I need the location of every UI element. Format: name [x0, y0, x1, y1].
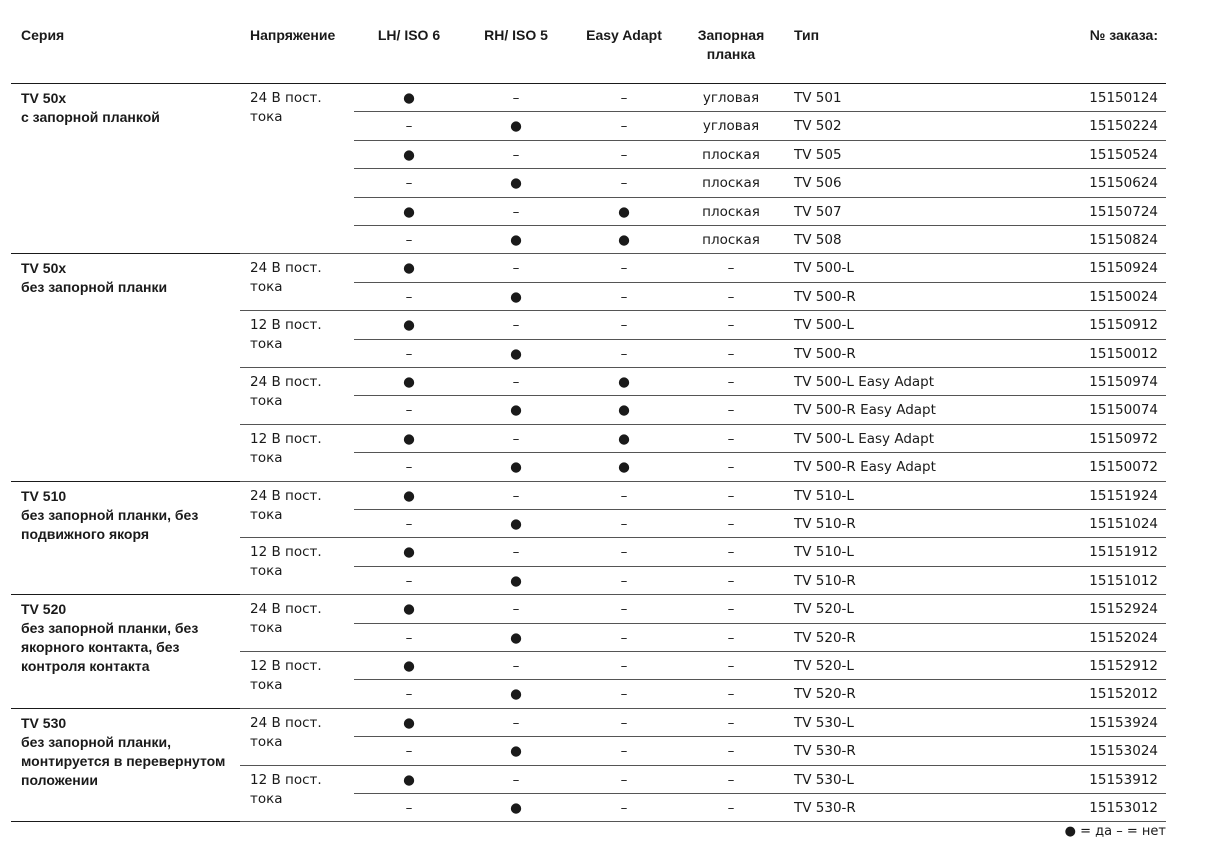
- row-divider: [354, 708, 1166, 709]
- cell-plate: –: [727, 572, 735, 589]
- cell-lh: –: [405, 402, 413, 419]
- row-divider: [354, 623, 1166, 624]
- cell-order: 15153912: [1089, 771, 1158, 788]
- cell-lh: ●: [403, 374, 415, 390]
- cell-type: TV 500-R Easy Adapt: [794, 459, 936, 476]
- series-group: [21, 487, 246, 544]
- cell-order: 15150024: [1089, 288, 1158, 305]
- cell-rh: –: [512, 146, 520, 163]
- cell-lh: –: [405, 516, 413, 532]
- cell-order: 15153012: [1089, 800, 1158, 816]
- cell-lh: ●: [403, 203, 415, 220]
- cell-easy: –: [620, 686, 628, 703]
- cell-easy: ●: [618, 430, 630, 447]
- row-divider: [354, 310, 1166, 311]
- row-divider: [354, 736, 1166, 737]
- cell-order: 15153024: [1089, 743, 1158, 760]
- header-rh: RH/ ISO 5: [484, 27, 548, 43]
- row-divider: [354, 225, 1166, 226]
- cell-order: 15151912: [1089, 544, 1158, 561]
- cell-type: TV 500-R Easy Adapt: [794, 402, 936, 419]
- cell-plate: плоская: [702, 175, 760, 192]
- cell-lh: ●: [403, 544, 415, 561]
- cell-order: 15150912: [1089, 317, 1158, 334]
- cell-easy: –: [620, 743, 628, 760]
- cell-order: 15150972: [1089, 430, 1158, 447]
- cell-rh: –: [512, 430, 520, 447]
- cell-lh: –: [405, 232, 413, 248]
- cell-type: TV 500-R: [794, 288, 856, 305]
- cell-rh: ●: [510, 516, 522, 532]
- cell-type: TV 520-L: [794, 601, 854, 618]
- series-group: [21, 600, 246, 676]
- cell-lh: –: [405, 459, 413, 476]
- cell-rh: ●: [510, 118, 522, 135]
- cell-plate: –: [727, 601, 735, 618]
- cell-rh: –: [512, 260, 520, 277]
- row-divider: [354, 282, 1166, 283]
- cell-easy: ●: [618, 374, 630, 390]
- header-order: № заказа:: [1089, 27, 1158, 43]
- cell-order: 15150224: [1089, 118, 1158, 135]
- cell-type: TV 500-L: [794, 317, 854, 334]
- voltage-label: 24 В пост. тока: [250, 714, 322, 750]
- voltage-label: 24 В пост. тока: [250, 374, 322, 409]
- cell-type: TV 500-L Easy Adapt: [794, 374, 935, 390]
- cell-easy: –: [620, 800, 628, 816]
- header-lh: LH/ ISO 6: [377, 27, 441, 43]
- cell-easy: –: [620, 658, 628, 674]
- cell-plate: –: [727, 487, 735, 504]
- header-type: Тип: [794, 27, 820, 43]
- row-divider: [354, 168, 1166, 169]
- row-divider: [354, 395, 1166, 396]
- cell-order: 15151012: [1089, 572, 1158, 589]
- voltage-label: 24 В пост. тока: [250, 601, 322, 637]
- cell-plate: –: [727, 317, 735, 334]
- cell-order: 15152924: [1089, 601, 1158, 618]
- cell-lh: ●: [403, 601, 415, 618]
- cell-order: 15152024: [1089, 629, 1158, 646]
- cell-type: TV 510-L: [794, 487, 854, 504]
- cell-rh: –: [512, 487, 520, 504]
- cell-easy: –: [620, 345, 628, 362]
- legend: ● = да – = нет: [1064, 824, 1166, 839]
- series-title: TV 530: [21, 714, 67, 731]
- cell-easy: ●: [618, 232, 630, 248]
- series-title: TV 510: [21, 487, 67, 504]
- cell-order: 15151024: [1089, 516, 1158, 532]
- cell-type: TV 502: [794, 118, 842, 135]
- cell-rh: ●: [510, 686, 522, 703]
- cell-rh: –: [512, 203, 520, 220]
- cell-order: 15151924: [1089, 487, 1158, 504]
- series-title: TV 520: [21, 601, 67, 618]
- cell-lh: ●: [403, 260, 415, 277]
- header-easy-adapt: Easy Adapt: [586, 27, 662, 43]
- row-divider: [354, 679, 1166, 680]
- cell-type: TV 508: [794, 232, 842, 248]
- cell-rh: –: [512, 714, 520, 731]
- cell-order: 15150824: [1089, 232, 1158, 248]
- cell-lh: –: [405, 743, 413, 760]
- row-divider: [354, 339, 1166, 340]
- cell-order: 15150072: [1089, 459, 1158, 476]
- cell-type: TV 510-L: [794, 544, 854, 561]
- cell-rh: ●: [510, 800, 522, 816]
- cell-rh: ●: [510, 232, 522, 248]
- cell-rh: –: [512, 658, 520, 674]
- cell-type: TV 510-R: [794, 572, 856, 589]
- cell-easy: ●: [618, 203, 630, 220]
- header-voltage: Напряжение: [250, 27, 336, 43]
- cell-plate: –: [727, 430, 735, 447]
- series-group: [21, 259, 246, 297]
- cell-rh: ●: [510, 572, 522, 589]
- series-subtitle: без запорной планки, без подвижного якоря: [21, 506, 199, 542]
- voltage-label: 12 В пост. тока: [250, 317, 322, 353]
- cell-easy: ●: [618, 402, 630, 419]
- cell-type: TV 505: [794, 146, 842, 163]
- cell-order: 15150074: [1089, 402, 1158, 419]
- series-subtitle: без запорной планки: [21, 279, 168, 296]
- cell-plate: –: [727, 771, 735, 788]
- cell-lh: ●: [403, 658, 415, 674]
- series-subtitle: без запорной планки, без якорного контакта, без контроля контакта: [21, 620, 199, 675]
- cell-plate: угловая: [702, 118, 760, 135]
- series-title: TV 50x: [21, 260, 67, 277]
- cell-easy: –: [620, 175, 628, 192]
- cell-plate: –: [727, 260, 735, 277]
- cell-lh: –: [405, 686, 413, 703]
- cell-easy: –: [620, 771, 628, 788]
- cell-type: TV 507: [794, 203, 842, 220]
- cell-lh: –: [405, 345, 413, 362]
- cell-rh: ●: [510, 288, 522, 305]
- cell-easy: –: [620, 629, 628, 646]
- cell-plate: –: [727, 686, 735, 703]
- cell-easy: –: [620, 317, 628, 334]
- cell-lh: –: [405, 629, 413, 646]
- cell-type: TV 520-R: [794, 686, 856, 703]
- cell-easy: –: [620, 601, 628, 618]
- cell-order: 15150924: [1089, 260, 1158, 277]
- row-divider: [354, 566, 1166, 567]
- cell-type: TV 530-R: [794, 800, 856, 816]
- cell-plate: плоская: [702, 146, 760, 163]
- cell-plate: –: [727, 544, 735, 561]
- cell-rh: ●: [510, 743, 522, 760]
- voltage-label: 12 В пост. тока: [250, 771, 322, 807]
- row-divider: [354, 537, 1166, 538]
- row-divider: [354, 765, 1166, 766]
- cell-easy: –: [620, 118, 628, 135]
- cell-type: TV 530-L: [794, 771, 854, 788]
- cell-easy: –: [620, 714, 628, 731]
- cell-rh: –: [512, 771, 520, 788]
- cell-plate: –: [727, 459, 735, 476]
- cell-lh: –: [405, 175, 413, 192]
- cell-type: TV 506: [794, 175, 842, 192]
- cell-plate: –: [727, 402, 735, 419]
- cell-easy: –: [620, 90, 628, 106]
- row-divider: [354, 452, 1166, 453]
- cell-lh: –: [405, 800, 413, 816]
- cell-order: 15150974: [1089, 374, 1158, 390]
- cell-lh: ●: [403, 146, 415, 163]
- voltage-label: 12 В пост. тока: [250, 544, 322, 580]
- cell-lh: ●: [403, 430, 415, 447]
- cell-lh: ●: [403, 771, 415, 788]
- cell-order: 15150624: [1089, 175, 1158, 192]
- voltage-label: 12 В пост. тока: [250, 430, 322, 466]
- cell-easy: –: [620, 516, 628, 532]
- cell-plate: –: [727, 345, 735, 362]
- voltage-label: 24 В пост. тока: [250, 487, 322, 523]
- series-subtitle: с запорной планкой: [21, 109, 160, 125]
- cell-easy: –: [620, 572, 628, 589]
- cell-plate: –: [727, 714, 735, 731]
- cell-type: TV 520-L: [794, 658, 854, 674]
- cell-plate: плоская: [702, 203, 760, 220]
- row-divider: [354, 509, 1166, 510]
- cell-type: TV 510-R: [794, 516, 856, 532]
- cell-order: 15150524: [1089, 146, 1158, 163]
- cell-type: TV 500-L Easy Adapt: [794, 430, 935, 447]
- cell-type: TV 520-R: [794, 629, 856, 646]
- cell-order: 15150012: [1089, 345, 1158, 362]
- cell-rh: ●: [510, 459, 522, 476]
- header-plate: Запорная планка: [697, 27, 765, 62]
- row-divider: [354, 367, 1166, 368]
- voltage-label: 24 В пост. тока: [250, 90, 322, 125]
- row-divider: [354, 424, 1166, 425]
- cell-rh: –: [512, 601, 520, 618]
- cell-plate: угловая: [702, 90, 760, 106]
- cell-lh: ●: [403, 714, 415, 731]
- cell-rh: –: [512, 544, 520, 561]
- cell-lh: –: [405, 572, 413, 589]
- cell-plate: –: [727, 288, 735, 305]
- cell-easy: ●: [618, 459, 630, 476]
- cell-plate: –: [727, 374, 735, 390]
- cell-plate: –: [727, 629, 735, 646]
- row-divider: [354, 197, 1166, 198]
- series-group: [21, 89, 246, 127]
- cell-easy: –: [620, 487, 628, 504]
- cell-order: 15152012: [1089, 686, 1158, 703]
- cell-easy: –: [620, 260, 628, 277]
- cell-rh: ●: [510, 345, 522, 362]
- cell-rh: –: [512, 317, 520, 334]
- header-divider: [11, 83, 1166, 84]
- cell-type: TV 530-L: [794, 714, 854, 731]
- cell-easy: –: [620, 544, 628, 561]
- cell-plate: –: [727, 800, 735, 816]
- cell-rh: ●: [510, 175, 522, 192]
- series-group: [21, 714, 246, 790]
- row-divider: [354, 111, 1166, 112]
- cell-plate: –: [727, 743, 735, 760]
- row-divider: [354, 481, 1166, 482]
- row-divider: [354, 253, 1166, 254]
- cell-easy: –: [620, 288, 628, 305]
- row-divider: [354, 651, 1166, 652]
- cell-order: 15150724: [1089, 203, 1158, 220]
- cell-type: TV 500-R: [794, 345, 856, 362]
- cell-rh: ●: [510, 629, 522, 646]
- cell-rh: ●: [510, 402, 522, 419]
- cell-order: 15153924: [1089, 714, 1158, 731]
- row-divider: [354, 821, 1166, 822]
- row-divider: [354, 793, 1166, 794]
- cell-lh: ●: [403, 487, 415, 504]
- cell-easy: –: [620, 146, 628, 163]
- cell-lh: –: [405, 118, 413, 135]
- series-title: TV 50x: [21, 90, 67, 106]
- cell-plate: –: [727, 516, 735, 532]
- voltage-label: 24 В пост. тока: [250, 260, 322, 296]
- cell-type: TV 500-L: [794, 260, 854, 277]
- cell-order: 15150124: [1089, 90, 1158, 106]
- row-divider: [354, 140, 1166, 141]
- voltage-label: 12 В пост. тока: [250, 658, 322, 693]
- cell-lh: –: [405, 288, 413, 305]
- cell-type: TV 501: [794, 90, 842, 106]
- cell-rh: –: [512, 90, 520, 106]
- cell-type: TV 530-R: [794, 743, 856, 760]
- header-series: Серия: [21, 27, 65, 43]
- cell-rh: –: [512, 374, 520, 390]
- cell-lh: ●: [403, 90, 415, 106]
- cell-plate: плоская: [702, 232, 760, 248]
- cell-order: 15152912: [1089, 658, 1158, 674]
- series-subtitle: без запорной планки, монтируется в перевернутом положении: [21, 733, 226, 788]
- row-divider: [354, 594, 1166, 595]
- cell-lh: ●: [403, 317, 415, 334]
- cell-plate: –: [727, 658, 735, 674]
